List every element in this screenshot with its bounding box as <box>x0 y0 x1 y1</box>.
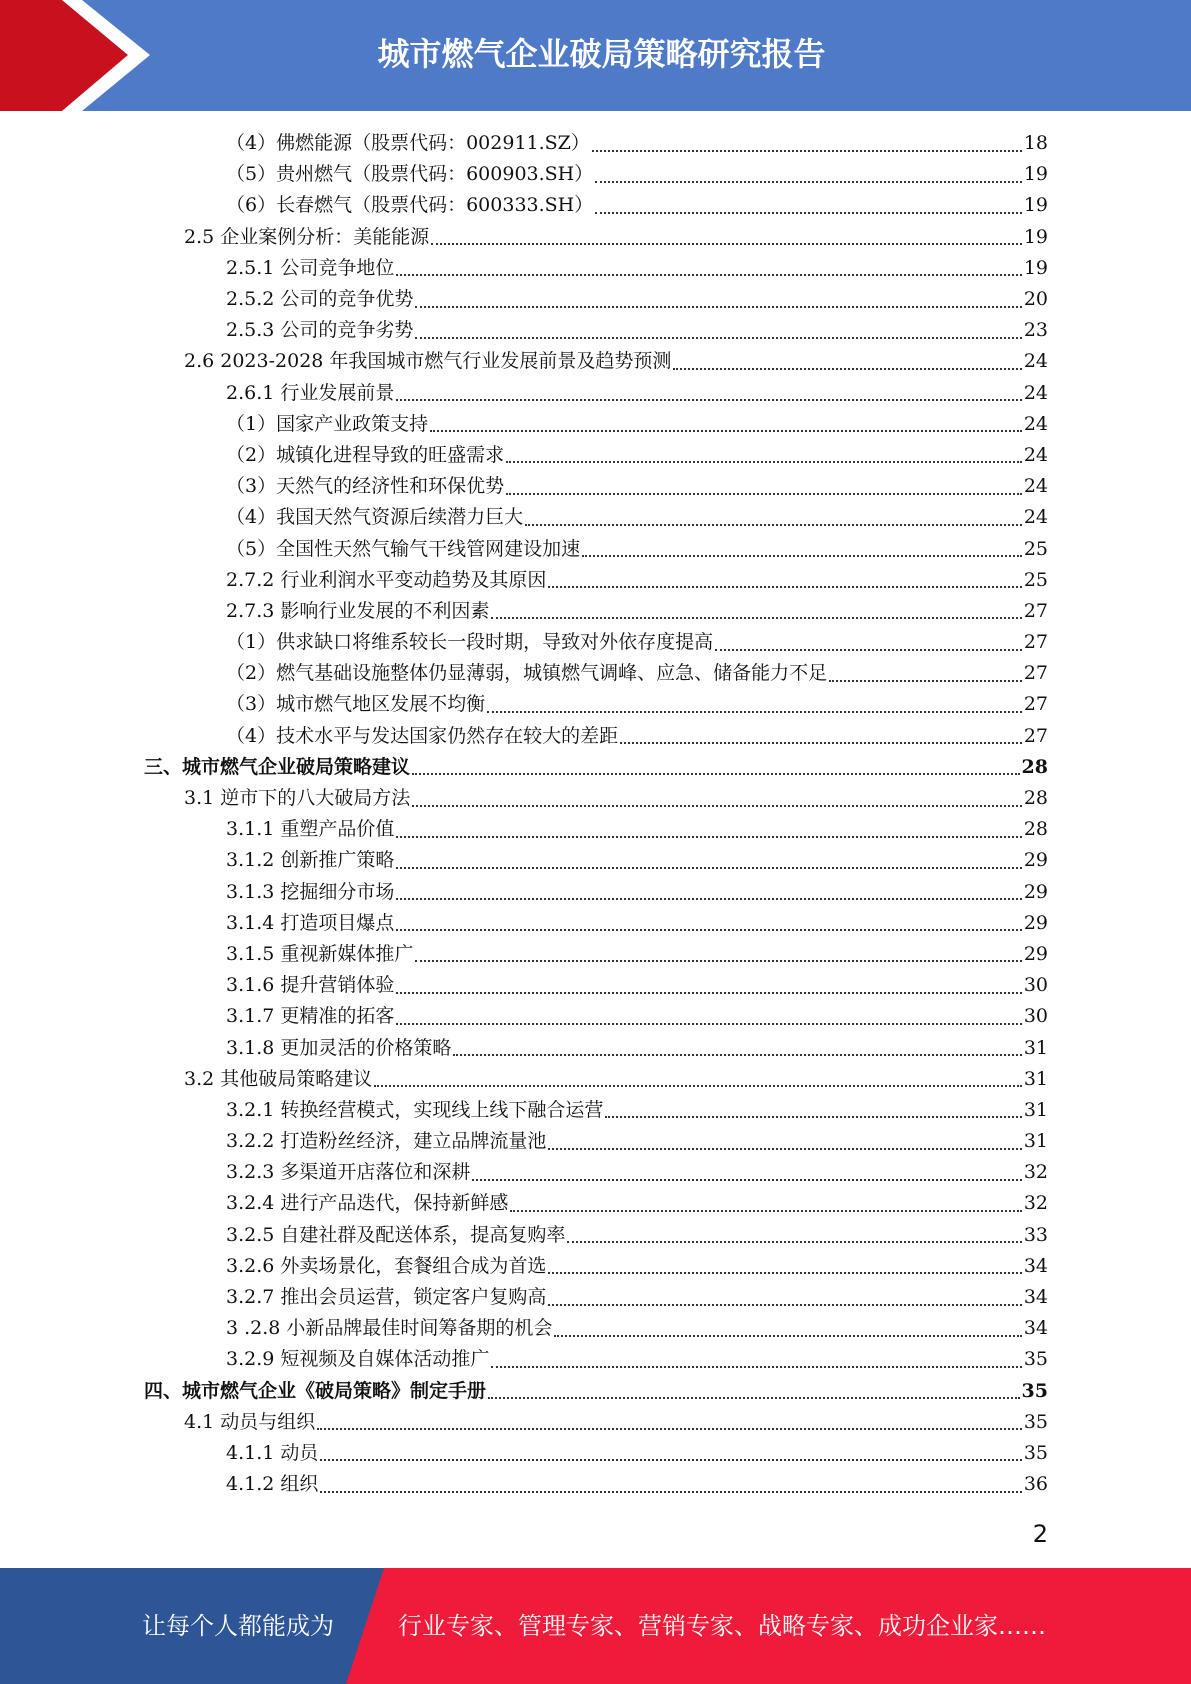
toc-entry-page: 27 <box>1023 662 1048 685</box>
toc-entry-title: （4）技术水平与发达国家仍然存在较大的差距 <box>226 724 619 747</box>
toc-entry-page: 25 <box>1023 537 1048 560</box>
toc-entry[interactable] <box>0 471 1191 502</box>
toc-entry[interactable] <box>0 159 1191 190</box>
toc-dot-leader <box>472 1179 1021 1181</box>
toc-entry[interactable] <box>0 908 1191 939</box>
toc-entry-page: 29 <box>1023 880 1048 903</box>
toc-dot-leader <box>396 867 1021 869</box>
toc-entry-page: 34 <box>1023 1286 1048 1309</box>
toc-entry-title: （5）贵州燃气（股票代码：600903.SH） <box>226 163 594 186</box>
toc-entry-title: 3.1.5 重视新媒体推广 <box>226 942 414 965</box>
toc-entry-page: 27 <box>1023 724 1048 747</box>
toc-entry[interactable] <box>0 1344 1191 1375</box>
toc-entry-page: 34 <box>1023 1317 1048 1340</box>
toc-entry-title: 4.1.1 动员 <box>226 1441 319 1464</box>
toc-entry-page: 24 <box>1023 506 1048 529</box>
toc-dot-leader <box>548 586 1021 588</box>
toc-entry-page: 32 <box>1023 1192 1048 1215</box>
toc-entry[interactable] <box>0 533 1191 564</box>
toc-entry-page: 35 <box>1021 1379 1048 1402</box>
toc-entry-page: 35 <box>1023 1348 1048 1371</box>
toc-dot-leader <box>582 555 1022 557</box>
toc-entry-page: 31 <box>1023 1098 1048 1121</box>
toc-dot-leader <box>415 337 1021 339</box>
toc-entry-title: 2.7.3 影响行业发展的不利因素 <box>226 599 490 622</box>
toc-entry[interactable] <box>0 565 1191 596</box>
toc-entry-title: 三、城市燃气企业破局策略建议 <box>144 755 411 778</box>
toc-dot-leader <box>829 680 1022 682</box>
toc-entry-page: 24 <box>1023 412 1048 435</box>
toc-entry-title: 2.5 企业案例分析：美能能源 <box>184 225 430 248</box>
toc-dot-leader <box>396 992 1021 994</box>
toc-entry-title: 2.5.2 公司的竞争优势 <box>226 288 414 311</box>
toc-dot-leader <box>554 1335 1021 1337</box>
toc-dot-leader <box>510 1210 1021 1212</box>
toc-entry-page: 28 <box>1023 818 1048 841</box>
toc-entry[interactable] <box>0 1407 1191 1438</box>
toc-dot-leader <box>548 1304 1021 1306</box>
toc-entry-page: 24 <box>1023 443 1048 466</box>
toc-entry-title: 3.2.9 短视频及自媒体活动推广 <box>226 1348 490 1371</box>
toc-entry[interactable] <box>0 783 1191 814</box>
toc-dot-leader <box>396 399 1021 401</box>
toc-entry-page: 28 <box>1023 787 1048 810</box>
toc-entry-title: 2.6.1 行业发展前景 <box>226 381 395 404</box>
report-header <box>0 0 1191 111</box>
toc-entry-page: 36 <box>1023 1473 1048 1496</box>
toc-entry-title: （6）长春燃气（股票代码：600333.SH） <box>226 194 594 217</box>
toc-entry-title: 3.2.3 多渠道开店落位和深耕 <box>226 1161 471 1184</box>
toc-dot-leader <box>595 181 1022 183</box>
toc-entry[interactable] <box>0 721 1191 752</box>
toc-entry-page: 32 <box>1023 1161 1048 1184</box>
toc-entry-title: 3.2 其他破局策略建议 <box>184 1067 373 1090</box>
toc-entry-title: 3.1.1 重塑产品价值 <box>226 818 395 841</box>
toc-entry-page: 27 <box>1023 599 1048 622</box>
toc-entry[interactable] <box>0 253 1191 284</box>
toc-entry[interactable] <box>0 190 1191 221</box>
toc-dot-leader <box>412 805 1022 807</box>
toc-entry-title: （5）全国性天然气输气干线管网建设加速 <box>226 537 581 560</box>
toc-entry[interactable] <box>0 970 1191 1001</box>
toc-dot-leader <box>487 711 1022 713</box>
toc-dot-leader <box>525 524 1022 526</box>
toc-entry-title: 3.1.8 更加灵活的价格策略 <box>226 1036 452 1059</box>
toc-entry-page: 31 <box>1023 1067 1048 1090</box>
footer-slogan-right: 行业专家、管理专家、营销专家、战略专家、成功企业家…… <box>398 1612 1046 1640</box>
report-title: 城市燃气企业破局策略研究报告 <box>377 35 826 73</box>
toc-entry-title: 3.1.7 更精准的拓客 <box>226 1005 395 1028</box>
toc-entry-page: 35 <box>1023 1410 1048 1433</box>
toc-entry-page: 18 <box>1023 132 1048 155</box>
toc-entry-title: （4）佛燃能源（股票代码：002911.SZ） <box>226 132 590 155</box>
toc-entry-title: 3.2.7 推出会员运营，锁定客户复购高 <box>226 1286 547 1309</box>
toc-entry-page: 30 <box>1023 974 1048 997</box>
toc-entry-page: 29 <box>1023 942 1048 965</box>
toc-dot-leader <box>548 1148 1021 1150</box>
toc-entry-title: （1）供求缺口将维系较长一段时期，导致对外依存度提高 <box>226 631 714 654</box>
toc-entry[interactable] <box>0 315 1191 346</box>
toc-entry-page: 34 <box>1023 1254 1048 1277</box>
toc-entry-title: 3.2.2 打造粉丝经济，建立品牌流量池 <box>226 1130 547 1153</box>
page-number: 2 <box>1032 1520 1048 1548</box>
toc-entry[interactable] <box>0 502 1191 533</box>
toc-entry[interactable] <box>0 378 1191 409</box>
toc-entry-title: 2.7.2 行业利润水平变动趋势及其原因 <box>226 568 547 591</box>
toc-entry-page: 28 <box>1021 755 1048 778</box>
toc-entry[interactable] <box>0 1157 1191 1188</box>
toc-entry-title: 2.5.1 公司竞争地位 <box>226 256 395 279</box>
toc-entry-page: 20 <box>1023 288 1048 311</box>
toc-entry[interactable] <box>0 1064 1191 1095</box>
toc-entry[interactable] <box>0 814 1191 845</box>
toc-dot-leader <box>605 1116 1021 1118</box>
toc-entry-title: 3.1.3 挖掘细分市场 <box>226 880 395 903</box>
toc-entry[interactable] <box>0 284 1191 315</box>
toc-entry-title: 2.6 2023-2028 年我国城市燃气行业发展前景及趋势预测 <box>184 350 672 373</box>
toc-dot-leader <box>396 1023 1021 1025</box>
toc-dot-leader <box>431 243 1022 245</box>
toc-entry[interactable] <box>0 222 1191 253</box>
toc-dot-leader <box>430 430 1022 432</box>
toc-entry[interactable] <box>0 752 1191 783</box>
toc-entry[interactable] <box>0 939 1191 970</box>
toc-entry-title: 4.1.2 组织 <box>226 1473 319 1496</box>
toc-entry[interactable] <box>0 627 1191 658</box>
toc-entry[interactable] <box>0 1313 1191 1344</box>
toc-entry[interactable] <box>0 440 1191 471</box>
toc-entry-title: 3.2.1 转换经营模式，实现线上线下融合运营 <box>226 1098 604 1121</box>
toc-entry-page: 24 <box>1023 350 1048 373</box>
toc-entry-title: 3.2.4 进行产品迭代，保持新鲜感 <box>226 1192 509 1215</box>
toc-entry-page: 33 <box>1023 1223 1048 1246</box>
toc-entry-title: 2.5.3 公司的竞争劣势 <box>226 319 414 342</box>
toc-dot-leader <box>320 1459 1021 1461</box>
toc-entry-page: 19 <box>1023 256 1048 279</box>
toc-entry[interactable] <box>0 1282 1191 1313</box>
table-of-contents <box>0 128 1191 1500</box>
toc-dot-leader <box>412 773 1020 775</box>
toc-entry[interactable] <box>0 596 1191 627</box>
toc-entry[interactable] <box>0 1188 1191 1219</box>
toc-dot-leader <box>488 1397 1020 1399</box>
toc-entry-page: 19 <box>1023 163 1048 186</box>
toc-entry-page: 31 <box>1023 1036 1048 1059</box>
toc-entry-title: 3.1.4 打造项目爆点 <box>226 911 395 934</box>
toc-entry[interactable] <box>0 877 1191 908</box>
toc-entry-title: 3.1 逆市下的八大破局方法 <box>184 787 411 810</box>
toc-entry-title: （2）燃气基础设施整体仍显薄弱，城镇燃气调峰、应急、储备能力不足 <box>226 662 828 685</box>
footer-banner <box>0 1568 1191 1684</box>
toc-entry[interactable] <box>0 1001 1191 1032</box>
toc-entry-title: （3）天然气的经济性和环保优势 <box>226 475 505 498</box>
toc-entry-title: 3.1.2 创新推广策略 <box>226 849 395 872</box>
toc-dot-leader <box>491 1366 1021 1368</box>
toc-entry-page: 25 <box>1023 568 1048 591</box>
toc-entry-page: 29 <box>1023 849 1048 872</box>
toc-entry-page: 27 <box>1023 631 1048 654</box>
toc-entry-page: 27 <box>1023 693 1048 716</box>
toc-dot-leader <box>320 1491 1021 1493</box>
toc-dot-leader <box>567 1241 1021 1243</box>
toc-entry-title: 3 .2.8 小新品牌最佳时间筹备期的机会 <box>226 1317 553 1340</box>
toc-entry-title: 四、城市燃气企业《破局策略》制定手册 <box>144 1379 487 1402</box>
toc-entry-title: 3.1.6 提升营销体验 <box>226 974 395 997</box>
toc-dot-leader <box>506 493 1022 495</box>
toc-dot-leader <box>396 898 1021 900</box>
toc-entry[interactable] <box>0 1220 1191 1251</box>
toc-entry-page: 30 <box>1023 1005 1048 1028</box>
toc-entry[interactable] <box>0 1469 1191 1500</box>
toc-entry-title: 3.2.5 自建社群及配送体系，提高复购率 <box>226 1223 566 1246</box>
toc-entry[interactable] <box>0 658 1191 689</box>
toc-dot-leader <box>620 742 1022 744</box>
toc-entry-title: （2）城镇化进程导致的旺盛需求 <box>226 443 505 466</box>
toc-entry-title: 4.1 动员与组织 <box>184 1410 316 1433</box>
toc-entry[interactable] <box>0 1126 1191 1157</box>
toc-entry-title: 3.2.6 外卖场景化，套餐组合成为首选 <box>226 1254 547 1277</box>
toc-entry-title: （3）城市燃气地区发展不均衡 <box>226 693 486 716</box>
toc-entry-title: （1）国家产业政策支持 <box>226 412 429 435</box>
toc-dot-leader <box>317 1428 1022 1430</box>
toc-dot-leader <box>396 274 1021 276</box>
toc-entry[interactable] <box>0 128 1191 159</box>
toc-entry[interactable] <box>0 1032 1191 1063</box>
toc-entry-page: 29 <box>1023 911 1048 934</box>
toc-entry-title: （4）我国天然气资源后续潜力巨大 <box>226 506 524 529</box>
toc-entry[interactable] <box>0 346 1191 377</box>
toc-entry[interactable] <box>0 1438 1191 1469</box>
toc-entry-page: 31 <box>1023 1130 1048 1153</box>
toc-dot-leader <box>374 1085 1022 1087</box>
toc-dot-leader <box>396 929 1021 931</box>
toc-entry-page: 24 <box>1023 475 1048 498</box>
toc-dot-leader <box>548 1272 1021 1274</box>
toc-dot-leader <box>595 212 1022 214</box>
toc-entry-page: 19 <box>1023 194 1048 217</box>
toc-dot-leader <box>506 461 1022 463</box>
toc-dot-leader <box>415 306 1021 308</box>
footer-slogan-left: 让每个人都能成为 <box>142 1612 334 1640</box>
toc-dot-leader <box>415 960 1021 962</box>
toc-entry[interactable] <box>0 1376 1191 1407</box>
toc-dot-leader <box>715 649 1022 651</box>
toc-entry-page: 24 <box>1023 381 1048 404</box>
toc-entry[interactable] <box>0 689 1191 720</box>
toc-entry[interactable] <box>0 845 1191 876</box>
toc-entry[interactable] <box>0 409 1191 440</box>
toc-entry-page: 19 <box>1023 225 1048 248</box>
toc-dot-leader <box>453 1054 1021 1056</box>
toc-entry[interactable] <box>0 1095 1191 1126</box>
toc-dot-leader <box>673 368 1021 370</box>
toc-entry[interactable] <box>0 1251 1191 1282</box>
toc-dot-leader <box>592 150 1022 152</box>
toc-entry-page: 35 <box>1023 1441 1048 1464</box>
toc-dot-leader <box>491 617 1021 619</box>
toc-entry-page: 23 <box>1023 319 1048 342</box>
toc-dot-leader <box>396 836 1021 838</box>
